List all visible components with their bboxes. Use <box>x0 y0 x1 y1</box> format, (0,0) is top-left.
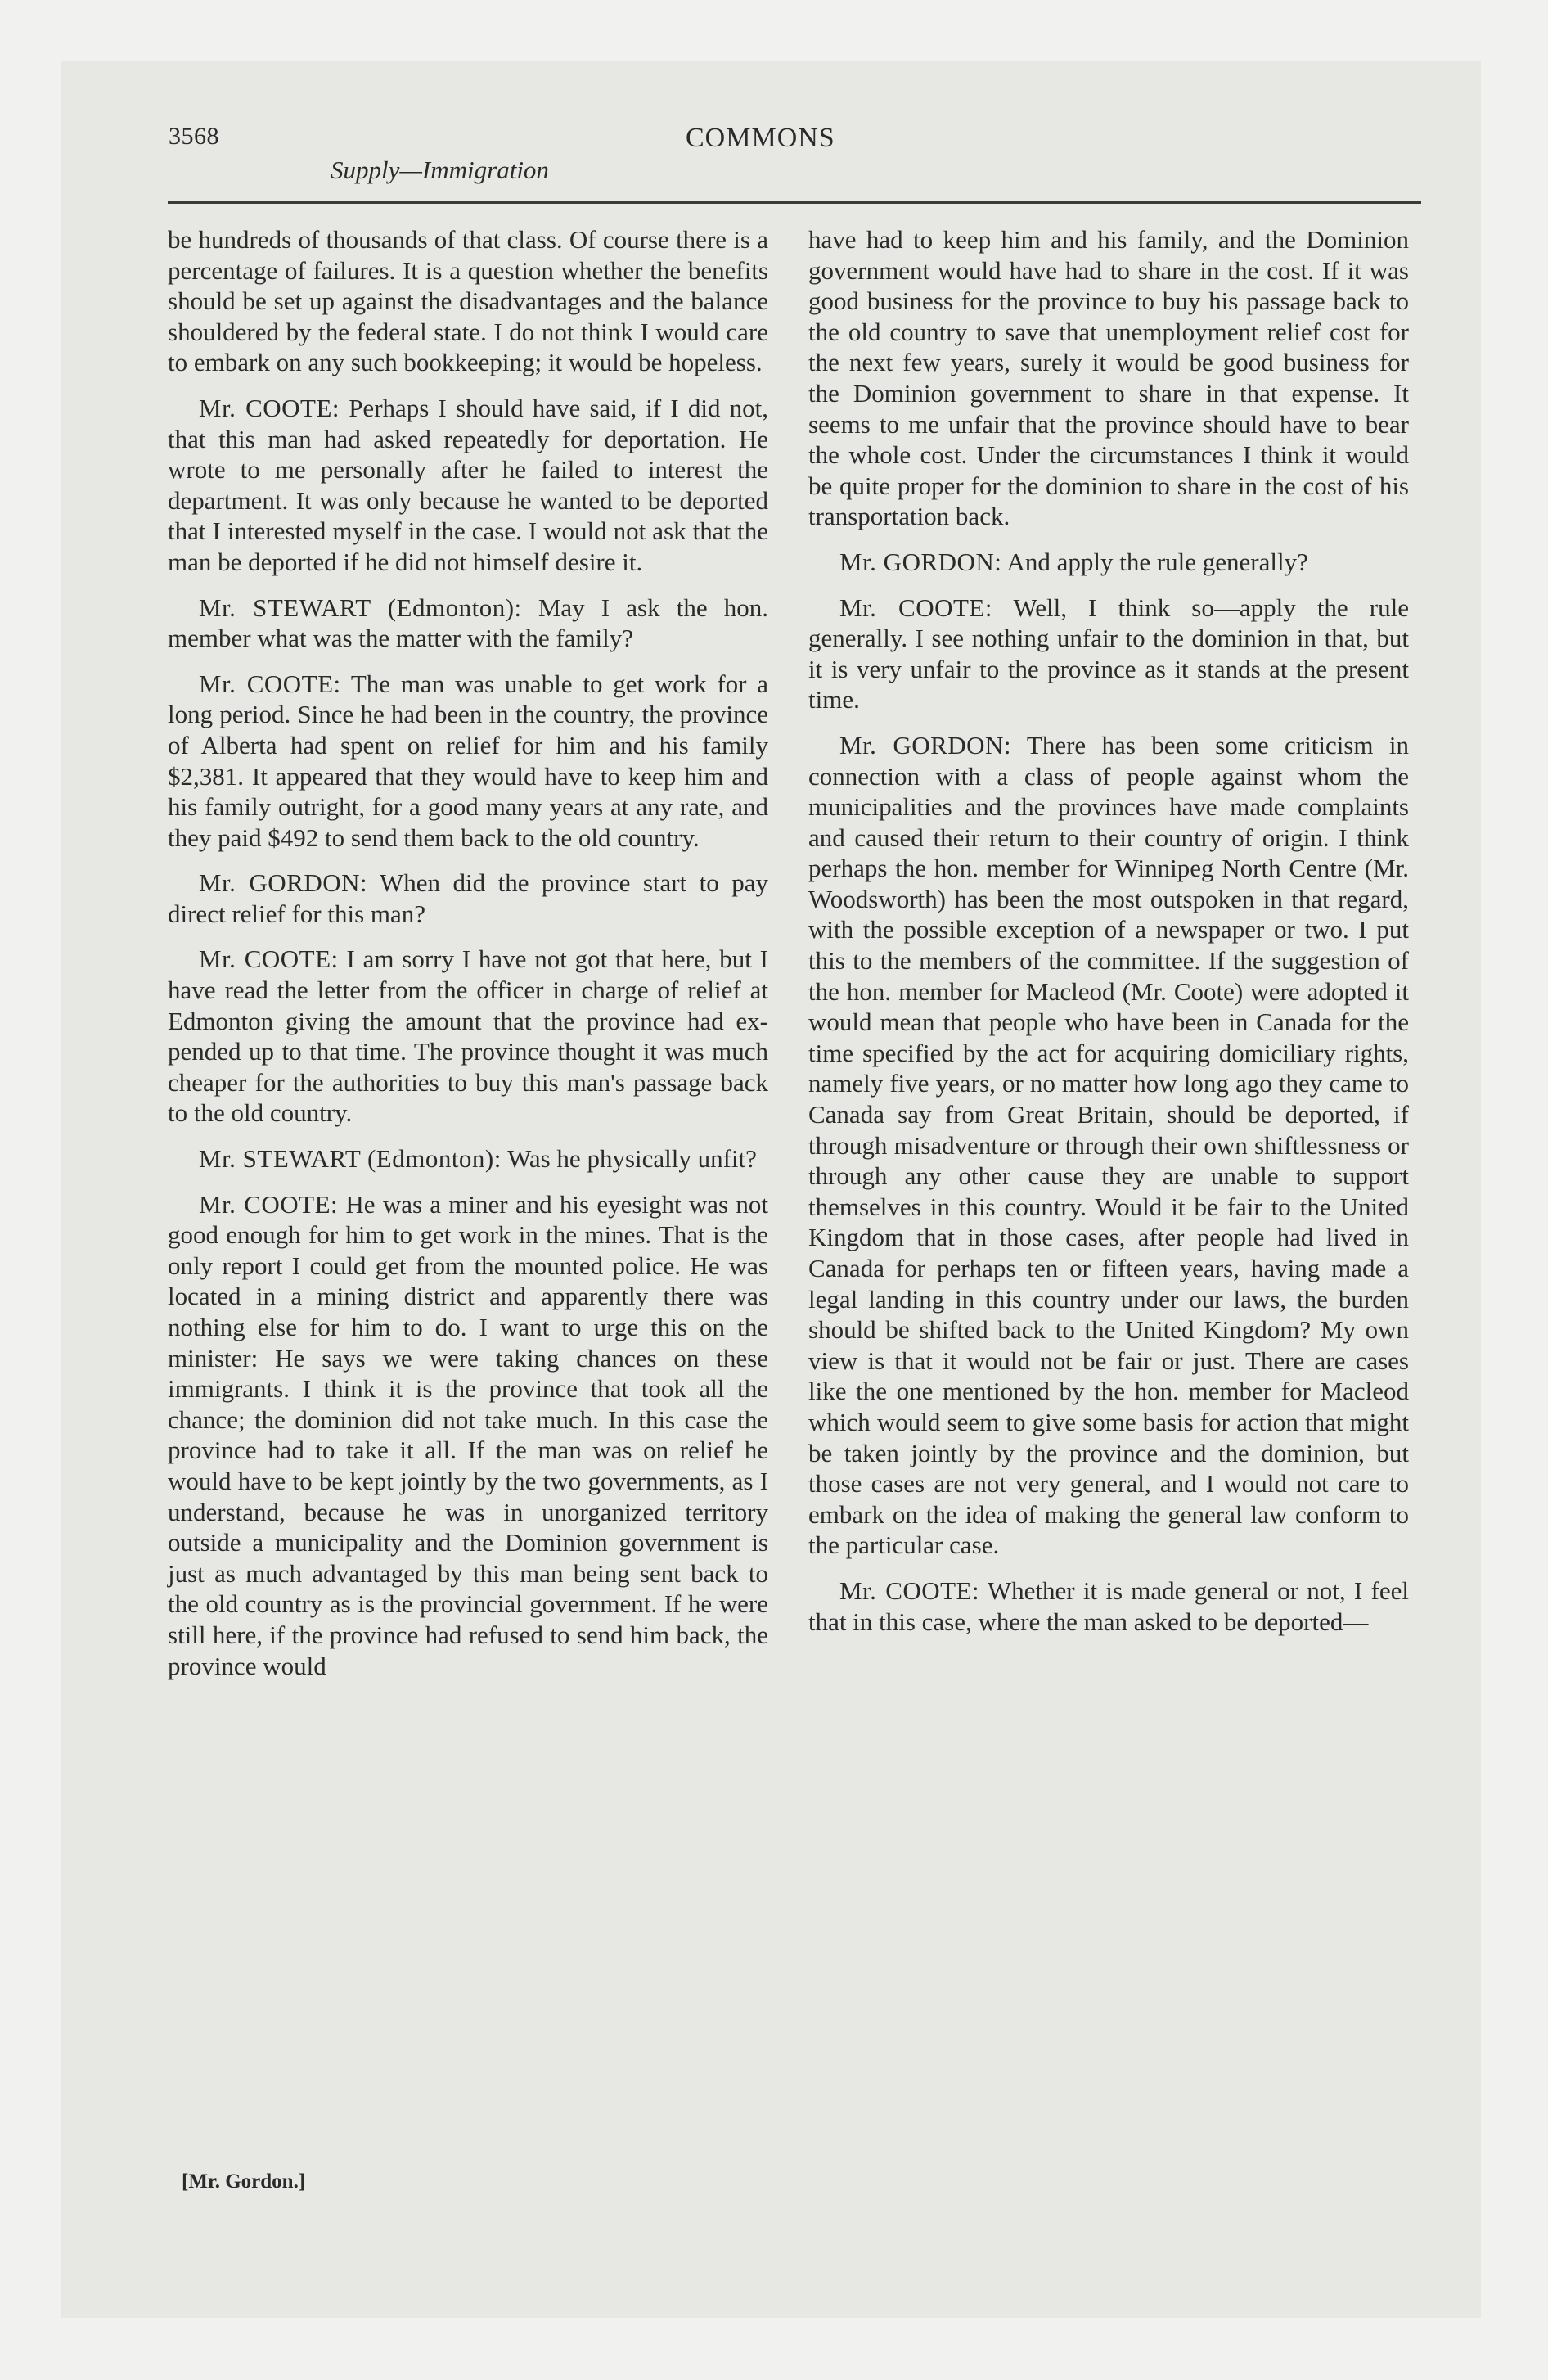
paragraph <box>168 593 768 654</box>
paragraph <box>168 1189 768 1682</box>
right-column <box>808 224 1409 1652</box>
speaker-name: Mr. COOTE: <box>199 393 340 422</box>
speaker-name: Mr. GORDON: <box>839 730 1012 760</box>
paragraph <box>808 730 1409 1561</box>
speaker-name: Mr. COOTE: <box>199 944 339 974</box>
paragraph-text: May I ask the hon. member what was the matter with the family? <box>168 593 769 653</box>
speaker-footnote: [Mr. Gordon.] <box>182 2170 306 2193</box>
paragraph <box>808 547 1409 578</box>
paragraph <box>808 1575 1409 1637</box>
paragraph-text: Perhaps I should have said, if I did not, that this man had asked repeatedly for deportation. He wrote to me personally after he failed to interest the department. It was only because he wanted to be deported that I interested myself in the case. I would not ask that the man be deported if he did not himself desire it. <box>168 393 768 576</box>
paragraph-text: He was a miner and his eyesight was not good enough for him to get work in the mines. That is the only report I could get from the mounted police. He was located in a mining district and apparently there was nothing else for him to do. I want to urge this on the minister: He says we were taking chances on these immigrants. I think it is the province that took all the chance; the dominion did not take much. In this case the province had to take it all. If the man was on relief he would have to be kept jointly by the two governments, as I understand, because he was in unorganized territory outside a municipality and the Dominion government is just as much advantaged by this man being sent back to the old country as is the provincial government. If he were still here, if the province had refused to send him back, the province would <box>168 1189 768 1680</box>
paragraph-text: have had to keep him and his family, and the Dominion government would have had to share in the cost. If it was good business for the province to buy his passage back to the old country to save that unemployment relief cost for the next few years, surely it would be good business for the Dominion government to share in that expense. It seems to me unfair that the province should have to bear the whole cost. Under the circumstances I think it would be quite proper for the dominion to share in the cost of his transportation back. <box>808 225 1409 531</box>
section-title: Supply—Immigration <box>331 156 549 184</box>
page-number: 3568 <box>169 123 219 150</box>
paragraph <box>168 868 768 929</box>
paragraph-text: Was he physically unfit? <box>507 1144 757 1174</box>
speaker-name: Mr. STEWART (Edmonton): <box>199 1144 502 1174</box>
speaker-name: Mr. COOTE: <box>199 669 341 698</box>
paragraph-text: I am sorry I have not got that here, but I have read the letter from the officer in charge of relief at Edmonton giving the amount that the province had expended up to that time. The province thought it was much cheaper for the authorities to buy this man's passage back to the old country. <box>168 944 768 1128</box>
speaker-name: Mr. GORDON: <box>199 868 368 898</box>
paragraph <box>808 224 1409 532</box>
paragraph <box>808 593 1409 715</box>
header-rule <box>168 201 1421 204</box>
paragraph <box>168 1143 768 1174</box>
paragraph-text: Whether it is made general or not, I feel that in this case, where the man asked to be deported— <box>808 1575 1409 1636</box>
speaker-name: Mr. GORDON: <box>839 547 1002 576</box>
journal-name: COMMONS <box>686 123 835 153</box>
paragraph-text: The man was unable to get work for a long period. Since he had been in the country, the province of Alberta had spent on relief for him and his family $2,381. It appeared that they would have to keep him and his family outright, for a good many years at any rate, and they paid $492 to send them back to the old country. <box>168 669 768 852</box>
speaker-name: Mr. STEWART (Edmonton): <box>199 593 522 622</box>
left-column <box>168 224 768 1696</box>
paragraph <box>168 669 768 854</box>
speaker-name: Mr. COOTE: <box>199 1189 339 1219</box>
paragraph-text: be hundreds of thousands of that class. Of course there is a percentage of failures. It is a question whether the benefits should be set up against the disadvantages and the balance shouldered by the federal state. I do not think I would care to embark on any such bookkeeping; it would be hopeless. <box>168 225 768 377</box>
paragraph <box>168 393 768 578</box>
speaker-name: Mr. COOTE: <box>839 1575 980 1605</box>
paragraph-text: There has been some criticism in connection with a class of people against whom the municipalities and the provinces have made complaints and caused their return to their country of origin. I think perhaps the hon. member for Winnipeg North Centre (Mr. Woodsworth) has been the most outspoken in that regard, with the possible exception of a newspaper or two. I put this to the members of the committee. If the suggestion of the hon. member for Macleod (Mr. Coote) were adopted it would mean that people who have been in Canada for the time specified by the act for acquiring domiciliary rights, namely five years, or no matter how long ago they came to Canada say from Great Britain, should be deported, if through misadventure or through their own shiftlessness or through any other cause they are unable to support themselves in this country. Would it be fair to the United Kingdom that in those cases, after people had lived in Canada for perhaps ten or fifteen years, having made a legal landing in this country under our laws, the burden should be shifted back to the United Kingdom? My own view is that it would not be fair or just. There are cases like the one mentioned by the hon. member for Macleod which would seem to give some basis for action that might be taken jointly by the province and the dominion, but those cases are not very general, and I would not care to embark on the idea of making the general law conform to the particular case. <box>808 730 1409 1560</box>
paragraph-text: And apply the rule generally? <box>1006 547 1308 576</box>
paragraph <box>168 944 768 1129</box>
speaker-name: Mr. COOTE: <box>839 593 992 622</box>
paragraph-text: When did the province start to pay direct relief for this man? <box>168 868 768 928</box>
paragraph <box>168 224 768 378</box>
paragraph-text: Well, I think so—apply the rule generally. I see nothing unfair to the dominion in that, but it is very unfair to the province as it stands at the present time. <box>808 593 1409 714</box>
